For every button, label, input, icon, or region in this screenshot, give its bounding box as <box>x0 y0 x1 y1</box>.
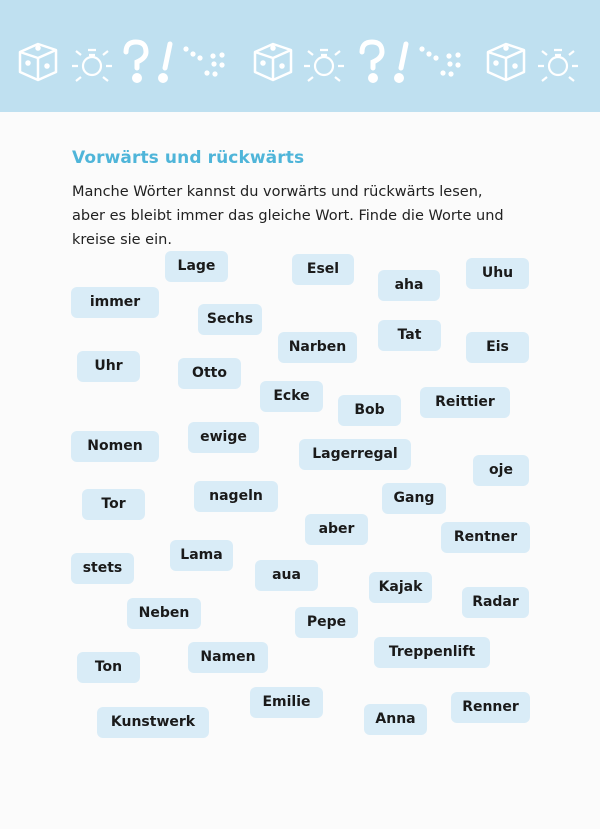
word-chip[interactable]: nageln <box>194 481 278 512</box>
word-chip[interactable]: Kajak <box>369 572 432 603</box>
word-chip[interactable]: Tor <box>82 489 145 520</box>
word-chip[interactable]: aua <box>255 560 318 591</box>
word-chip[interactable]: Ton <box>77 652 140 683</box>
exclamation-mark-icon <box>397 44 407 81</box>
word-chip[interactable]: Rentner <box>441 522 530 553</box>
word-chip[interactable]: Pepe <box>295 607 358 638</box>
word-chip[interactable]: Bob <box>338 395 401 426</box>
word-chip[interactable]: Esel <box>292 254 354 285</box>
word-chip[interactable]: immer <box>71 287 159 318</box>
word-chip[interactable]: Sechs <box>198 304 262 335</box>
exercise-instructions <box>72 180 532 252</box>
word-chip[interactable]: Kunstwerk <box>97 707 209 738</box>
exercise-title: Vorwärts und rückwärts <box>72 148 305 168</box>
instruction-line: aber es bleibt immer das gleiche Wort. Finde die Worte und <box>72 208 504 224</box>
word-chip[interactable]: Lage <box>165 251 228 282</box>
word-chip[interactable]: aber <box>305 514 368 545</box>
word-chip[interactable]: Reittier <box>420 387 510 418</box>
lightbulb-icon <box>72 50 112 81</box>
word-chip[interactable]: ewige <box>188 422 259 453</box>
question-mark-icon <box>362 42 382 81</box>
word-chip[interactable]: Treppenlift <box>374 637 490 668</box>
word-chip[interactable]: Emilie <box>250 687 323 718</box>
dice-icon <box>255 44 291 80</box>
word-chip[interactable]: Namen <box>188 642 268 673</box>
word-chip[interactable]: Radar <box>462 587 529 618</box>
word-chip[interactable]: Otto <box>178 358 241 389</box>
banner-icons <box>0 0 600 112</box>
dice-icon <box>20 44 56 80</box>
word-chip[interactable]: Tat <box>378 320 441 351</box>
dots-icon <box>183 46 224 76</box>
word-chip[interactable]: Nomen <box>71 431 159 462</box>
header-banner <box>0 0 600 112</box>
word-chip[interactable]: Uhu <box>466 258 529 289</box>
word-chip[interactable]: Renner <box>451 692 530 723</box>
lightbulb-icon <box>538 50 578 81</box>
instruction-line: Manche Wörter kannst du vorwärts und rückwärts lesen, <box>72 184 483 200</box>
word-chip[interactable]: Ecke <box>260 381 323 412</box>
word-chip[interactable]: oje <box>473 455 529 486</box>
word-chip[interactable]: Gang <box>382 483 446 514</box>
exclamation-mark-icon <box>161 44 171 81</box>
word-chip[interactable]: Lagerregal <box>299 439 411 470</box>
word-chip[interactable]: stets <box>71 553 134 584</box>
dots-icon <box>419 46 460 76</box>
word-chip[interactable]: Eis <box>466 332 529 363</box>
word-chip[interactable]: Narben <box>278 332 357 363</box>
word-chip[interactable]: Lama <box>170 540 233 571</box>
dice-icon <box>488 44 524 80</box>
word-chip[interactable]: aha <box>378 270 440 301</box>
lightbulb-icon <box>304 50 344 81</box>
question-mark-icon <box>126 42 146 81</box>
word-chip[interactable]: Neben <box>127 598 201 629</box>
word-chip[interactable]: Anna <box>364 704 427 735</box>
word-chip[interactable]: Uhr <box>77 351 140 382</box>
instruction-line: kreise sie ein. <box>72 232 172 248</box>
